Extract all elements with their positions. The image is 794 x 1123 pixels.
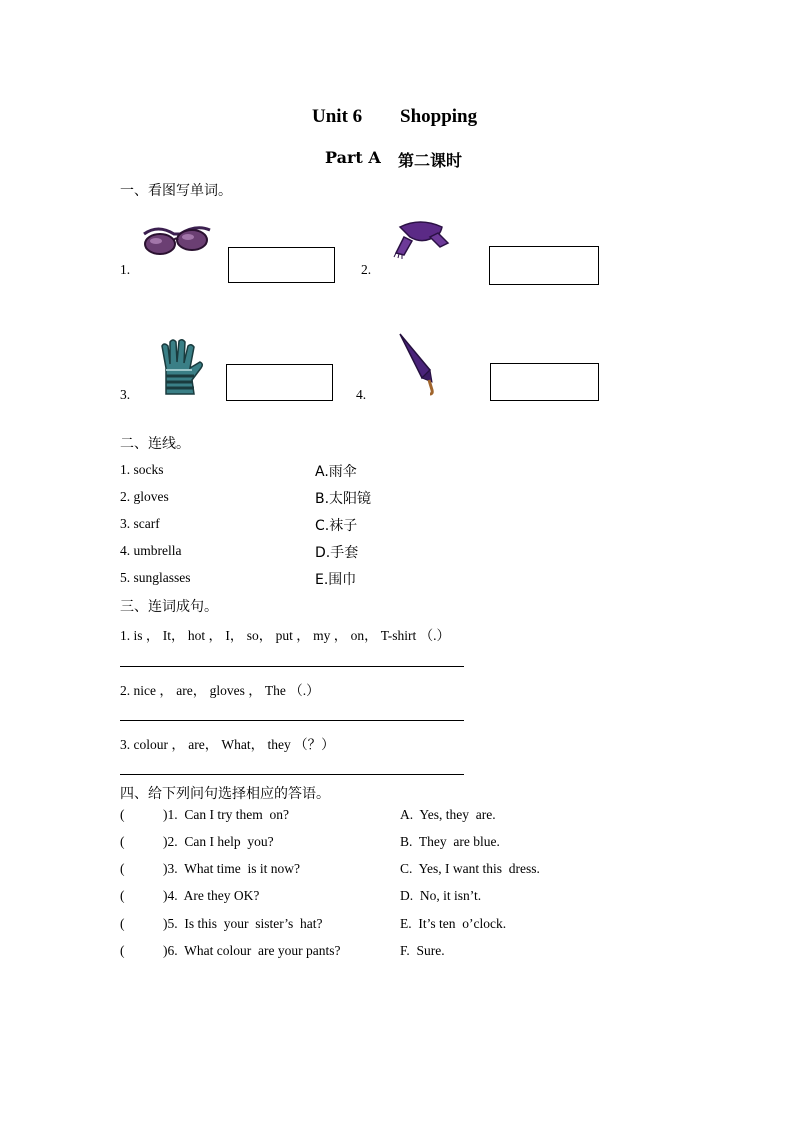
paren-open-1[interactable]: ( [120,807,125,822]
sentence-2-words: 2. nice ， are， gloves ， The （.） [120,683,320,698]
answer-f: F. Sure. [400,943,445,958]
answer-d: D. No, it isn’t. [400,888,482,903]
question-1: )1. Can I try them on? [163,807,289,822]
section-3-title: 三、连词成句。 [120,599,218,615]
answer-box-4[interactable] [490,363,599,401]
match-left-2: 2. gloves [120,489,169,504]
item-1-number: 1. [120,262,131,277]
question-3: )3. What time is it now? [163,861,300,876]
sunglasses-icon [140,220,214,260]
sentence-3-words: 3. colour ， are， What， they （？） [120,737,335,752]
item-2-number: 2. [361,262,372,277]
section-4-title: 四、给下列问句选择相应的答语。 [120,786,330,802]
part-label: Part A [325,148,381,167]
answer-b: B. They are blue. [400,834,500,849]
answer-box-3[interactable] [226,364,333,401]
paren-open-5[interactable]: ( [120,916,125,931]
match-left-4: 4. umbrella [120,543,182,558]
sentence-1-words: 1. is ， It， hot ， I， so， put ， my ， on， T-shirt （.） [120,628,451,643]
scarf-icon [390,215,452,261]
paren-open-2[interactable]: ( [120,834,125,849]
sentence-2-answer-line[interactable] [120,720,464,721]
section-2-title: 二、连线。 [120,436,190,452]
match-right-b: B.太阳镜 [315,491,372,507]
answer-box-1[interactable] [228,247,335,283]
umbrella-icon [396,332,438,396]
answer-a: A. Yes, they are. [400,807,496,822]
paren-open-3[interactable]: ( [120,861,125,876]
section-1-title: 一、看图写单词。 [120,183,232,199]
match-left-1: 1. socks [120,462,164,477]
answer-c: C. Yes, I want this dress. [400,861,540,876]
sentence-1-answer-line[interactable] [120,666,464,667]
match-right-c: C.袜子 [315,518,358,534]
answer-box-2[interactable] [489,246,599,285]
question-5: )5. Is this your sister’s hat? [163,916,323,931]
item-4-number: 4. [356,387,367,402]
item-3-number: 3. [120,387,131,402]
match-right-d: D.手套 [315,545,359,561]
paren-open-4[interactable]: ( [120,888,125,903]
glove-icon [156,338,206,398]
answer-e: E. It’s ten o’clock. [400,916,507,931]
paren-open-6[interactable]: ( [120,943,125,958]
sentence-3-answer-line[interactable] [120,774,464,775]
lesson-label: 第二课时 [398,151,463,170]
unit-number: Unit 6 [312,106,363,127]
unit-topic: Shopping [400,106,478,127]
match-right-e: E.围巾 [315,572,357,588]
match-left-3: 3. scarf [120,516,160,531]
match-right-a: A.雨伞 [315,464,357,480]
question-6: )6. What colour are your pants? [163,943,341,958]
match-left-5: 5. sunglasses [120,570,191,585]
question-4: )4. Are they OK? [163,888,260,903]
question-2: )2. Can I help you? [163,834,274,849]
